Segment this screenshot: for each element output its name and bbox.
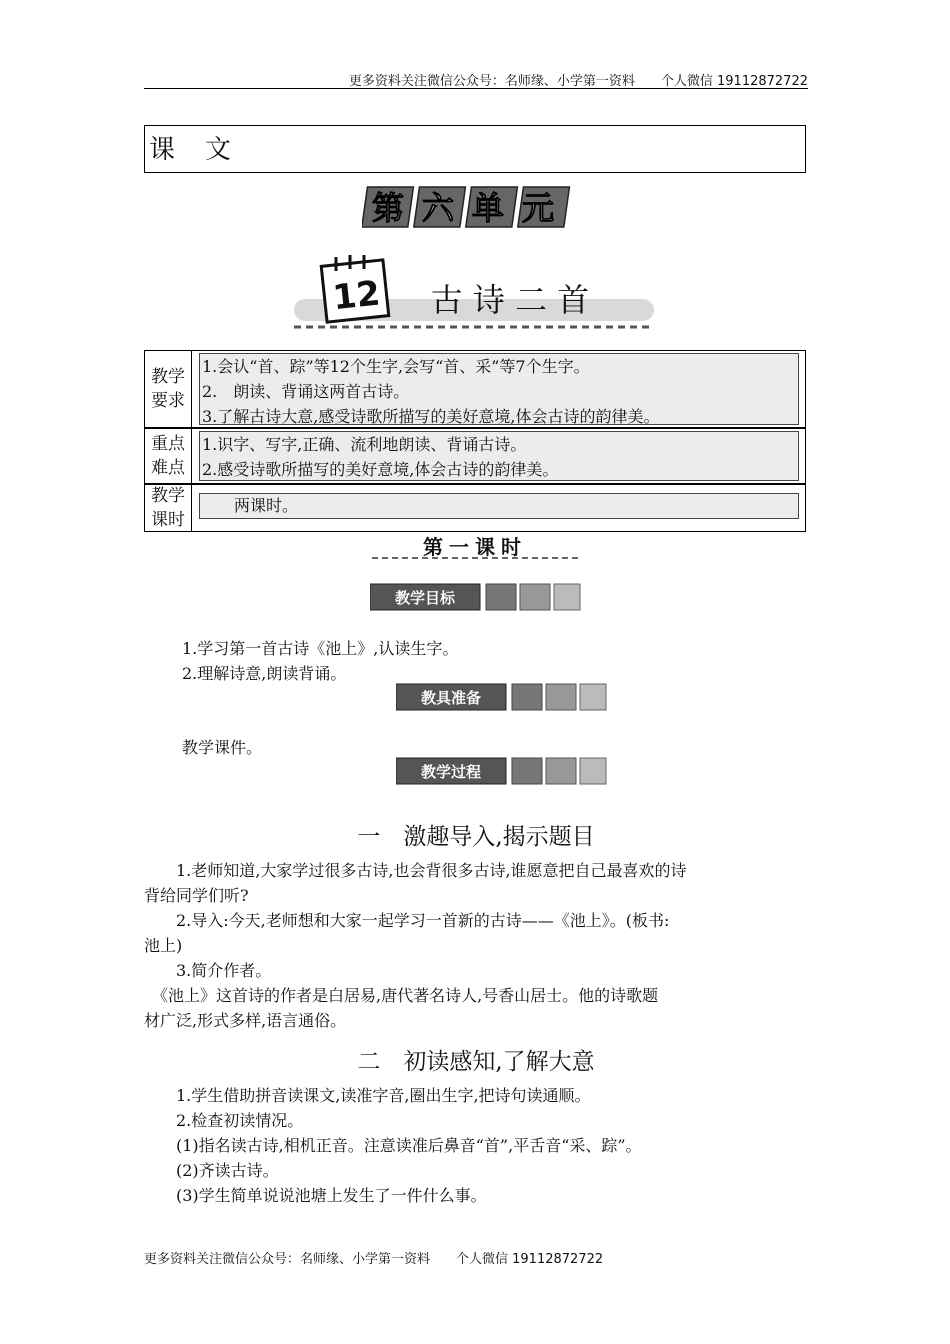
goal-line: 1.学习第一首古诗《池上》,认读生字。	[182, 639, 459, 658]
body-line: (2)齐读古诗。	[144, 1161, 279, 1180]
section-title: 课 文	[144, 125, 806, 173]
objectives-row-label-text: 教学课时	[151, 486, 185, 530]
body-line: 3.简介作者。	[144, 961, 272, 980]
body-line: (1)指名读古诗,相机正音。注意读准后鼻音“首”,平舌音“采、踪”。	[144, 1136, 642, 1155]
header-rule	[144, 88, 808, 89]
section-heading: 二 初读感知,了解大意	[357, 1049, 595, 1075]
body-line: 池上)	[144, 936, 183, 955]
objectives-row-label	[145, 429, 192, 483]
objectives-row-content	[199, 493, 799, 519]
objectives-item: 3.了解古诗大意,感受诗歌所描写的美好意境,体会古诗的韵律美。	[202, 407, 660, 426]
unit-banner-text: 第六单元	[371, 189, 573, 227]
objectives-row-label	[145, 485, 192, 531]
objectives-item: 2.感受诗歌所描写的美好意境,体会古诗的韵律美。	[202, 460, 559, 479]
objectives-row-content	[199, 431, 799, 481]
objectives-row-content	[199, 353, 799, 425]
prep-tag	[396, 682, 608, 716]
objectives-row-label	[145, 351, 192, 427]
objectives-row	[144, 428, 806, 484]
goals-tag	[370, 582, 582, 616]
body-line: 材广泛,形式多样,语言通俗。	[144, 1011, 347, 1030]
lesson-banner	[288, 255, 660, 335]
period-banner	[368, 530, 582, 564]
prep-text: 教学课件。	[182, 738, 263, 757]
period-banner-text: 第一课时	[423, 535, 527, 559]
body-line: 1.老师知道,大家学过很多古诗,也会背很多古诗,谁愿意把自己最喜欢的诗	[144, 861, 687, 880]
lesson-number: 12	[330, 273, 383, 319]
objectives-item: 1.识字、写字,正确、流利地朗读、背诵古诗。	[202, 435, 527, 454]
section-heading: 一 激趣导入,揭示题目	[357, 824, 595, 850]
goals-tag-text: 教学目标	[394, 589, 456, 607]
body-line: 《池上》这首诗的作者是白居易,唐代著名诗人,号香山居士。他的诗歌题	[144, 986, 659, 1005]
goal-line: 2.理解诗意,朗读背诵。	[182, 664, 347, 683]
body-line: (3)学生简单说说池塘上发生了一件什么事。	[144, 1186, 487, 1205]
objectives-item: 两课时。	[202, 496, 299, 515]
unit-banner	[362, 183, 582, 231]
objectives-item: 1.会认“首、踪”等12个生字,会写“首、采”等7个生字。	[202, 357, 590, 376]
process-tag	[396, 756, 608, 790]
objectives-item: 2. 朗读、背诵这两首古诗。	[202, 382, 410, 401]
objectives-row-label-text: 重点难点	[151, 434, 185, 478]
body-line: 1.学生借助拼音读课文,读准字音,圈出生字,把诗句读通顺。	[144, 1086, 591, 1105]
body-line: 背给同学们听?	[144, 886, 249, 905]
body-line: 2.导入:今天,老师想和大家一起学习一首新的古诗——《池上》。(板书:	[144, 911, 670, 930]
lesson-title: 古 诗 二 首	[430, 281, 590, 319]
objectives-row	[144, 484, 806, 532]
process-tag-text: 教学过程	[420, 763, 482, 781]
body-line: 2.检查初读情况。	[144, 1111, 304, 1130]
calendar-icon	[321, 255, 389, 322]
page-footer: 更多资料关注微信公众号：名师缘、小学第一资料 个人微信 19112872722	[144, 1252, 604, 1267]
objectives-row	[144, 350, 806, 428]
objectives-row-label-text: 教学要求	[151, 367, 185, 411]
prep-tag-text: 教具准备	[420, 689, 482, 707]
page-header: 更多资料关注微信公众号：名师缘、小学第一资料 个人微信 19112872722	[348, 74, 808, 89]
